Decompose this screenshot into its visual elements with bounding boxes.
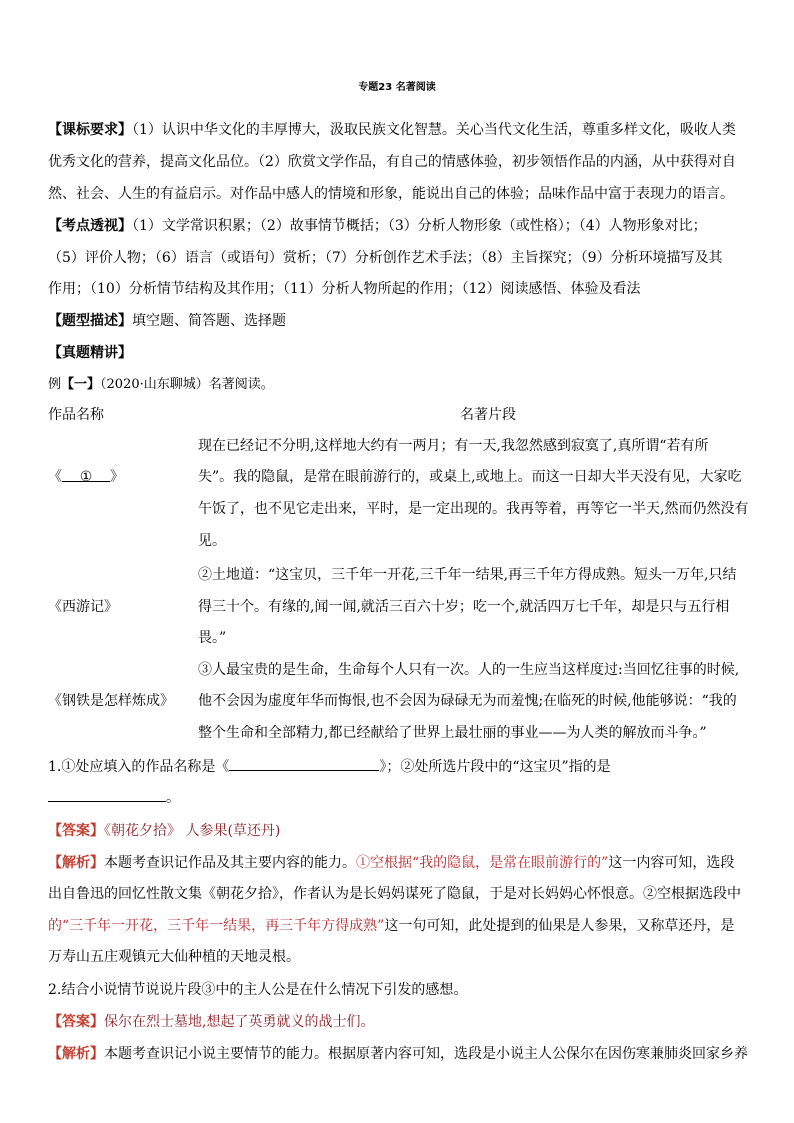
example-source: （2020·山东聊城）名著阅读。 [100, 377, 274, 392]
row2-excerpt-3: 畏。” [198, 630, 227, 646]
q1-line-2 [48, 787, 180, 808]
points-label: 【考点透视】 [48, 218, 132, 234]
real-label: 【真题精讲】 [48, 345, 132, 361]
q1-text-c: 。 [166, 790, 180, 806]
row1-excerpt-1: 现在已经记不分明,这样地大约有一两月；有一天,我忽然感到寂寞了,真所谓“若有所 [198, 438, 709, 454]
q1-blank-1 [229, 756, 379, 771]
row1-open: 《 [48, 469, 62, 485]
points-line-1 [48, 216, 707, 236]
row1-blank: ① [62, 467, 110, 482]
points-line-2: （5）评价人物；（6）语言（或语句）赏析；（7）分析创作艺术手法；（8）主旨探究；（9）分析环境描写及其 [48, 250, 723, 266]
q1-text-b: 》；②处所选片段中的“这宝贝”指的是 [379, 759, 611, 775]
row1-work [48, 467, 124, 487]
points-text-1: （1）文学常识积累；（2）故事情节概括；（3）分析人物形象（或性格）；（4）人物形象对比； [132, 218, 707, 234]
row3-work: 《钢铁是怎样炼成》 [48, 693, 174, 709]
q2-analysis-1: 本题考查识记小说主要情节的能力。根据原著内容可知，选段是小说主人公保尔在因伤寒兼肺炎回家乡养 [104, 1046, 748, 1062]
q1-analysis-1a: 本题考查识记作品及其主要内容的能力。①空根据“我的隐鼠，是常在眼前游行的” [104, 855, 609, 871]
q2-answer-line [48, 1012, 374, 1032]
page-title: 专题23 名著阅读 [358, 82, 436, 93]
q1-analysis-line-2: 出自鲁迅的回忆性散文集《朝花夕拾》，作者认为是长妈妈谋死了隐鼠，于是对长妈妈心怀恨意。②空根据选段中 [48, 886, 741, 902]
q1-analysis-3b: 这一句可知，此处提到的仙果是人参果，又称草还丹，是 [384, 918, 735, 934]
q2-answer-label: 【答案】 [48, 1014, 104, 1030]
q1-text-a: 1.①处应填入的作品名称是《 [48, 759, 230, 775]
q2-analysis-label: 【解析】 [48, 1046, 104, 1062]
row2-excerpt-1: ②土地道：“这宝贝，三千年一开花,三千年一结果,再三千年方得成熟。短头一万年,只结 [198, 567, 737, 583]
req-text-1: （1）认识中华文化的丰厚博大，汲取民族文化智慧。关心当代文化生活，尊重多样文化，吸收人类 [132, 122, 736, 138]
req-label: 【课标要求】 [48, 122, 132, 138]
row1-excerpt-3: 午饭了，也不见它走出来，平时，是一定出现的。我再等着，再等它一半天,然而仍然没有 [198, 501, 749, 517]
q2-analysis-line [48, 1044, 748, 1064]
q2-text: 2.结合小说情节说说片段③中的主人公是在什么情况下引发的感想。 [48, 982, 468, 998]
table-col-excerpt: 名著片段 [460, 407, 516, 423]
q2-answer: 保尔在烈士墓地,想起了英勇就义的战士们。 [104, 1014, 375, 1030]
q1-analysis-1b: 这一内容可知，选段 [608, 855, 735, 871]
row3-excerpt-3: 整个生命和全部精力,都已经献给了世界上最壮丽的事业——为人类的解放而斗争。” [198, 725, 707, 741]
req-line-3: 然、社会、人生的有益启示。对作品中感人的情境和形象，能说出自己的体验；品味作品中富于表现力的语言。 [48, 186, 734, 202]
row2-work: 《西游记》 [48, 599, 118, 615]
q1-analysis-label: 【解析】 [48, 855, 104, 871]
types-label: 【题型描述】 [48, 313, 132, 329]
q1-analysis-line-3 [48, 916, 734, 936]
q1-analysis-line-1 [48, 853, 734, 873]
q1-answer-label: 【答案】 [48, 823, 104, 839]
row1-excerpt-4: 见。 [198, 533, 226, 549]
q1-blank-2 [48, 787, 166, 802]
types-text: 填空题、简答题、选择题 [132, 313, 286, 329]
q1-answer-line [48, 821, 280, 841]
q1-analysis-3a: 的“三千年一开花，三千年一结果，再三千年方得成熟” [48, 918, 385, 934]
example-bracket: 【一】 [61, 377, 101, 392]
q1-answer: 《朝花夕拾》 人参果(草还丹) [104, 823, 281, 839]
row1-excerpt-2: 失”。我的隐鼠，是常在眼前游行的，或桌上,或地上。而这一日却大半天没有见，大家吃 [198, 469, 742, 485]
row3-excerpt-2: 他不会因为虚度年华而悔恨,也不会因为碌碌无为而羞愧;在临死的时候,他能够说：“我的 [198, 693, 737, 709]
q1-analysis-line-4: 万寿山五庄观镇元大仙种植的天地灵根。 [48, 949, 300, 965]
row3-excerpt-1: ③人最宝贵的是生命，生命每个人只有一次。人的一生应当这样度过:当回忆往事的时候, [198, 662, 740, 678]
points-line-3: 作用；（10）分析情节结构及其作用；（11）分析人物所起的作用；（12）阅读感悟、体验及看法 [48, 281, 641, 297]
example-prefix: 例 [48, 377, 62, 392]
types-line [48, 311, 286, 331]
row1-close: 》 [110, 469, 124, 485]
table-col-work: 作品名称 [48, 407, 104, 423]
req-line-1 [48, 120, 736, 140]
q1-line-1 [48, 756, 611, 777]
req-line-2: 优秀文化的营养，提高文化品位。（2）欣赏文学作品，有自己的情感体验，初步领悟作品的内涵，从中获得对自 [48, 154, 736, 170]
row2-excerpt-2: 得三十个。有缘的,闻一闻,就活三百六十岁；吃一个,就活四万七千年，却是只与五行相 [198, 599, 730, 615]
example-heading [48, 375, 274, 395]
